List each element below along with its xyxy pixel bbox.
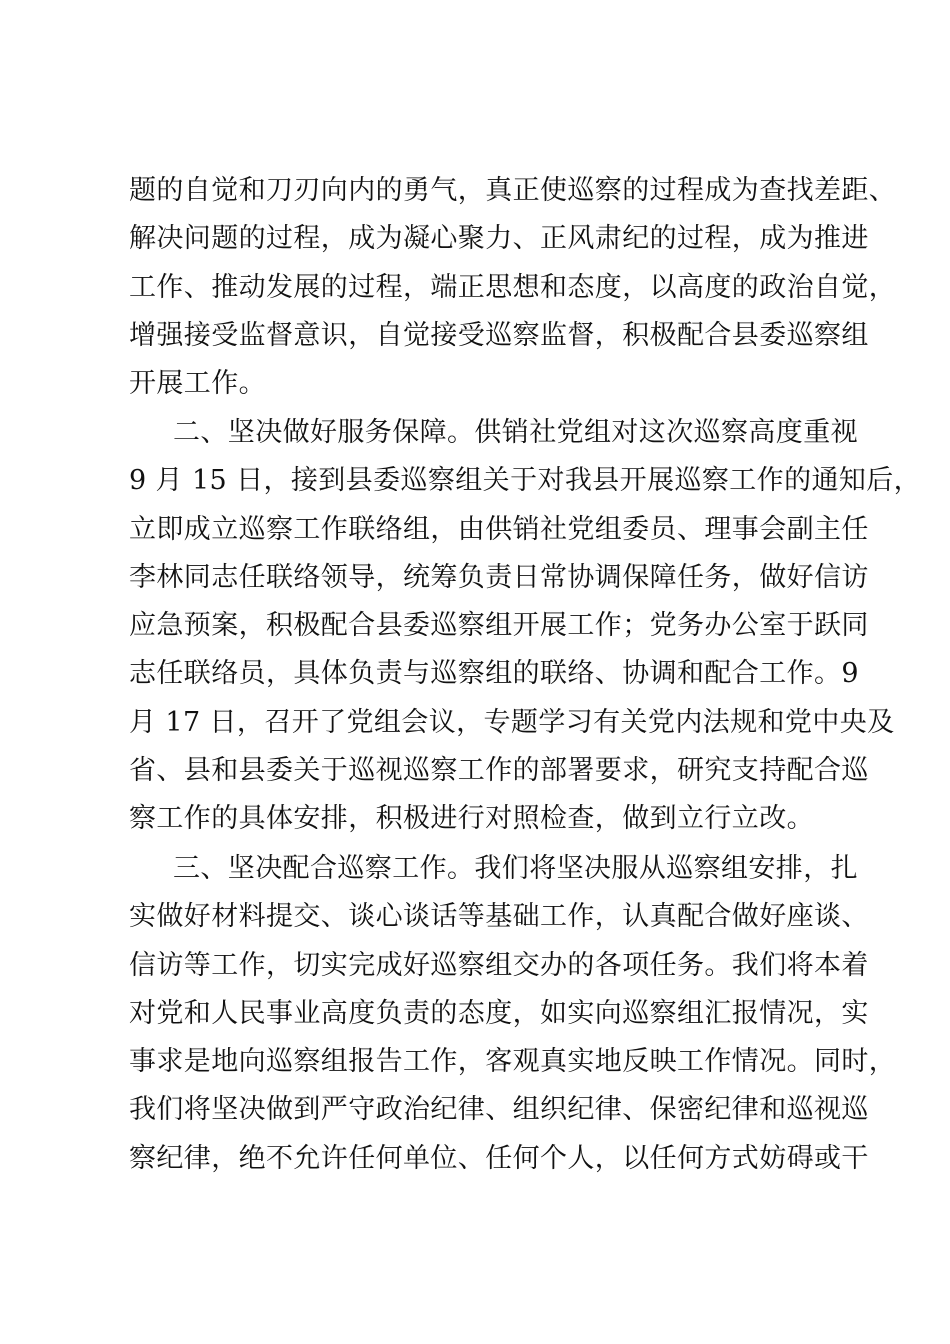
text-line: 解决问题的过程，成为凝心聚力、正风肃纪的过程，成为推进 (129, 223, 869, 255)
text-line: 省、县和县委关于巡视巡察工作的部署要求，研究支持配合巡 (129, 755, 869, 787)
text-line: 志任联络员，具体负责与巡察组的联络、协调和配合工作。9 (129, 658, 859, 690)
text-line: 9 月 15 日，接到县委巡察组关于对我县开展巡察工作的通知后， (129, 465, 922, 497)
text-line: 对党和人民事业高度负责的态度，如实向巡察组汇报情况，实 (129, 997, 869, 1029)
text-line: 察工作的具体安排，积极进行对照检查，做到立行立改。 (129, 803, 814, 835)
text-line: 察纪律，绝不允许任何单位、任何个人，以任何方式妨碍或干 (129, 1142, 869, 1174)
paragraph-2 (129, 409, 922, 844)
text-line: 事求是地向巡察组报告工作，客观真实地反映工作情况。同时， (129, 1046, 897, 1078)
text-line: 三、坚决配合巡察工作。我们将坚决服从巡察组安排，扎 (173, 853, 858, 884)
text-line: 应急预案，积极配合县委巡察组开展工作；党务办公室于跃同 (129, 610, 869, 642)
text-line: 题的自觉和刀刃向内的勇气，真正使巡察的过程成为查找差距、 (129, 175, 897, 206)
text-line: 立即成立巡察工作联络组，由供销社党组委员、理事会副主任 (129, 513, 869, 545)
paragraph-1 (129, 167, 897, 408)
text-line: 李林同志任联络领导，统筹负责日常协调保障任务，做好信访 (129, 561, 869, 593)
text-line: 增强接受监督意识，自觉接受巡察监督，积极配合县委巡察组 (129, 319, 869, 351)
text-line: 工作、推动发展的过程，端正思想和态度，以高度的政治自觉， (129, 271, 897, 303)
text-line: 二、坚决做好服务保障。供销社党组对这次巡察高度重视 (173, 417, 858, 448)
text-line: 信访等工作，切实完成好巡察组交办的各项任务。我们将本着 (129, 949, 869, 981)
text-line: 开展工作。 (129, 368, 266, 400)
text-line: 实做好材料提交、谈心谈话等基础工作，认真配合做好座谈、 (129, 901, 869, 933)
text-line: 月 17 日，召开了党组会议，专题学习有关党内法规和党中央及 (129, 706, 895, 738)
paragraph-3 (129, 845, 897, 1183)
text-line: 我们将坚决做到严守政治纪律、组织纪律、保密纪律和巡视巡 (129, 1094, 869, 1126)
